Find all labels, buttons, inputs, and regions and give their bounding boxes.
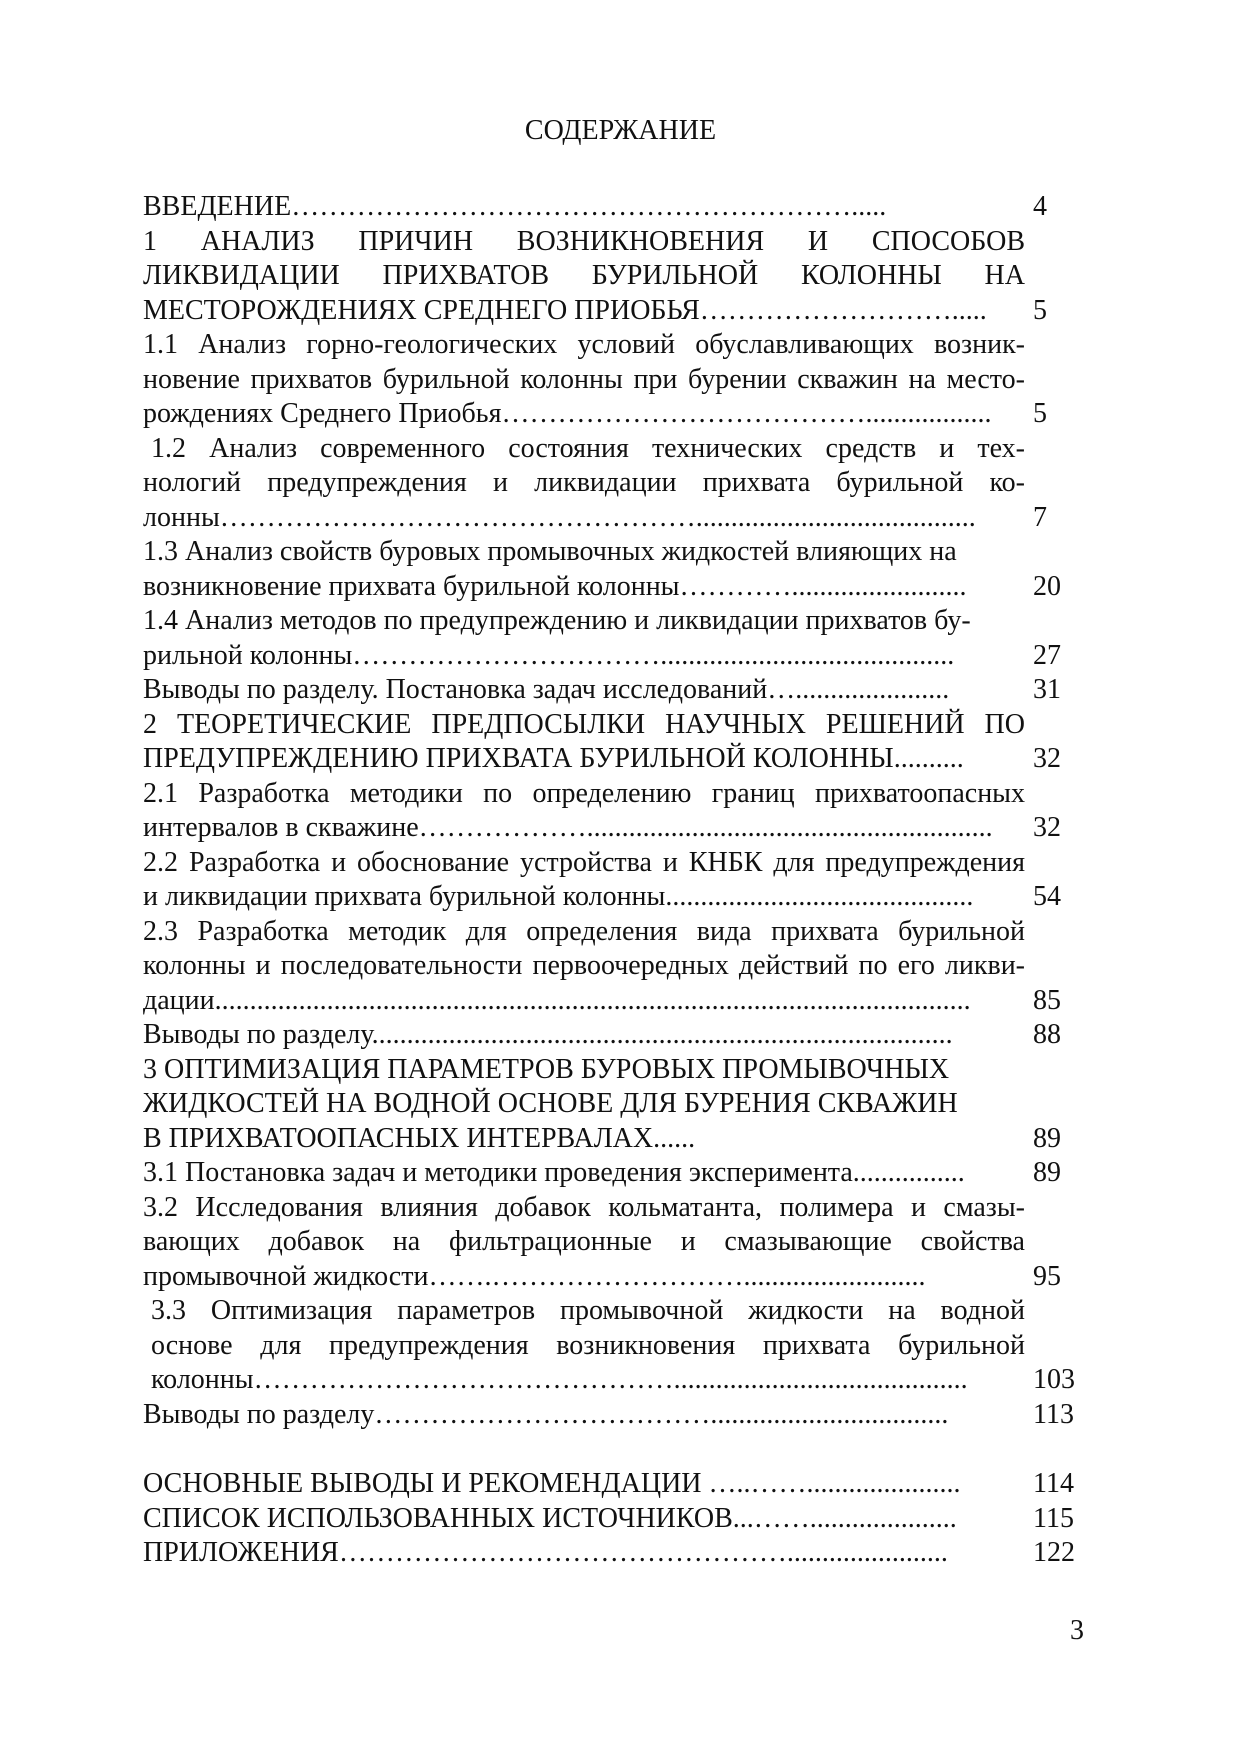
toc-page-number: 7 [1033,501,1047,533]
toc-entry-chapter-3 [143,1053,1093,1157]
toc-line: ОСНОВНЫЕ ВЫВОДЫ И РЕКОМЕНДАЦИИ …..……...................... [143,1468,961,1499]
toc-line: 3.1 Постановка задач и методики проведения эксперимента................ [143,1157,965,1188]
toc-line: ЖИДКОСТЕЙ НА ВОДНОЙ ОСНОВЕ ДЛЯ БУРЕНИЯ СКВАЖИН [143,1088,958,1119]
toc-entry-main-conclusions [143,1467,1093,1502]
toc-line: ПРИЛОЖЕНИЯ…………………………………………....................... [143,1537,948,1568]
toc-entry-section-1-4 [143,604,1093,673]
toc-page-number: 85 [1033,984,1061,1016]
toc-page-number: 4 [1033,191,1047,222]
toc-entry-section-3-1 [143,1156,1093,1191]
toc-entry-text [143,1536,1025,1571]
toc-entry-conclusions-1 [143,673,1093,708]
toc-page-number: 32 [1033,812,1061,843]
toc-page-number: 31 [1033,674,1061,705]
toc-page-number: 54 [1033,881,1061,912]
toc-page-number: 89 [1033,1122,1061,1154]
toc-entry-conclusions-3 [143,1398,1093,1433]
toc-line: 1.2 Анализ современного состояния технических средств и тех- [151,432,1025,464]
page-number: 3 [1070,1615,1084,1646]
toc-page-number: 20 [1033,570,1061,602]
toc-entry-section-3-2 [143,1191,1093,1295]
toc-page-number: 5 [1033,294,1047,326]
toc-line: СПИСОК ИСПОЛЬЗОВАННЫХ ИСТОЧНИКОВ...……..................... [143,1502,957,1534]
page-title: СОДЕРЖАНИЕ [524,115,717,146]
toc-entry-text [143,1502,1025,1537]
toc-line: МЕСТОРОЖДЕНИЯХ СРЕДНЕГО ПРИОБЬЯ………………………..... [143,294,987,326]
toc-line: 2.2 Разработка и обоснование устройства и КНБК для предупреждения [143,846,1025,878]
toc-entry-appendices [143,1536,1093,1571]
toc-entry-text [143,673,1025,708]
toc-entry-section-1-1 [143,328,1093,432]
toc-line: Выводы по разделу................................................................................... [143,1019,953,1050]
toc-entry-text [143,1294,1025,1398]
toc-line: 2.1 Разработка методики по определению границ прихватоопасных [143,777,1025,809]
toc-entry-text [143,846,1025,915]
toc-entry-text [143,1398,1025,1433]
toc-line: дации............................................................................................................ [143,984,971,1016]
toc-line: нологий предупреждения и ликвидации прихвата бурильной ко- [143,467,1025,498]
toc-line: возникновение прихвата бурильной колонны…………......................... [143,570,967,602]
toc-line: основе для предупреждения возникновения прихвата бурильной [151,1329,1025,1361]
toc-entry-section-2-3 [143,915,1093,1019]
toc-entry-section-2-2 [143,846,1093,915]
toc-line: промывочной жидкости…….……………………….......................... [143,1260,926,1292]
toc-line: В ПРИХВАТООПАСНЫХ ИНТЕРВАЛАХ...... [143,1122,696,1154]
toc-entry-text [143,432,1025,536]
toc-line: вающих добавок на фильтрационные и смазывающие свойства [143,1226,1025,1257]
toc-line: 2.3 Разработка методик для определения вида прихвата бурильной [143,915,1025,947]
toc-entry-text [143,190,1025,225]
toc-line: 1.1 Анализ горно-геологических условий обуславливающих возник- [143,329,1025,360]
toc-entry-text [143,1191,1025,1295]
toc-line: 1.3 Анализ свойств буровых промывочных жидкостей влияющих на [143,536,957,567]
toc-line: рождениях Среднего Приобья………………………………….................. [143,398,992,429]
toc-entry-chapter-2 [143,708,1093,777]
toc-line: 3.2 Исследования влияния добавок кольматанта, полимера и смазы- [143,1191,1025,1223]
toc-line: 3.3 Оптимизация параметров промывочной жидкости на водной [151,1295,1025,1326]
toc-entry-introduction [143,190,1093,225]
toc-page-number: 114 [1033,1468,1074,1499]
toc-entry-section-2-1 [143,777,1093,846]
toc-line: лонны……………………………………………........................................ [143,501,976,533]
toc-line: Выводы по разделу. Постановка задач исследований…...................... [143,674,950,705]
toc-line: 1.4 Анализ методов по предупреждению и ликвидации прихватов бу- [143,605,971,636]
toc-entry-text [143,225,1025,329]
toc-entry-text [143,535,1025,604]
toc-page-number: 5 [1033,398,1047,429]
toc-entry-text [143,1156,1025,1191]
toc-entry-section-1-2 [143,432,1093,536]
toc-line: колонны……………………………………….......................................... [151,1364,968,1395]
toc-entry-references [143,1502,1093,1537]
toc-entry-text [143,777,1025,846]
toc-line: колонны и последовательности первоочередных действий по его ликви- [143,950,1025,981]
toc-entry-text [143,604,1025,673]
toc-entry-text [143,708,1025,777]
toc-line: интервалов в скважине……………….......................................................... [143,812,993,843]
toc-line: 2 ТЕОРЕТИЧЕСКИЕ ПРЕДПОСЫЛКИ НАУЧНЫХ РЕШЕНИЙ ПО [143,708,1025,740]
toc-line: 3 ОПТИМИЗАЦИЯ ПАРАМЕТРОВ БУРОВЫХ ПРОМЫВОЧНЫХ [143,1053,950,1085]
toc-page-number: 103 [1033,1364,1075,1395]
toc-page-number: 89 [1033,1157,1061,1188]
toc-line: рильной колонны…………………………….......................................... [143,639,955,671]
toc-line: новение прихватов бурильной колонны при бурении скважин на место- [143,363,1025,395]
toc-entry-text [143,328,1025,432]
toc-page-number: 95 [1033,1260,1061,1292]
toc-entry-text [143,1467,1025,1502]
toc-entry-section-3-3 [143,1294,1093,1398]
toc-page-number: 88 [1033,1019,1061,1050]
toc-line: ВВЕДЕНИЕ……………………………………………………..... [143,191,901,222]
toc-line: ЛИКВИДАЦИИ ПРИХВАТОВ БУРИЛЬНОЙ КОЛОННЫ НА [143,260,1025,291]
table-of-contents [143,190,1093,1571]
toc-page-number: 113 [1033,1398,1074,1430]
toc-line: Выводы по разделу……………………………….................................. [143,1398,949,1430]
toc-page-number: 122 [1033,1537,1075,1568]
toc-entry-text [143,915,1025,1019]
toc-entry-chapter-1 [143,225,1093,329]
toc-entry-conclusions-2 [143,1018,1093,1053]
toc-entry-text [143,1018,1025,1053]
toc-line: и ликвидации прихвата бурильной колонны............................................ [143,881,974,912]
toc-entry-section-1-3 [143,535,1093,604]
toc-entry-text [143,1053,1025,1157]
toc-line: ПРЕДУПРЕЖДЕНИЮ ПРИХВАТА БУРИЛЬНОЙ КОЛОННЫ.......... [143,743,964,774]
toc-page-number: 115 [1033,1502,1074,1534]
toc-page-number: 32 [1033,743,1061,774]
toc-page-number: 27 [1033,639,1061,671]
toc-line: 1 АНАЛИЗ ПРИЧИН ВОЗНИКНОВЕНИЯ И СПОСОБОВ [143,225,1025,257]
